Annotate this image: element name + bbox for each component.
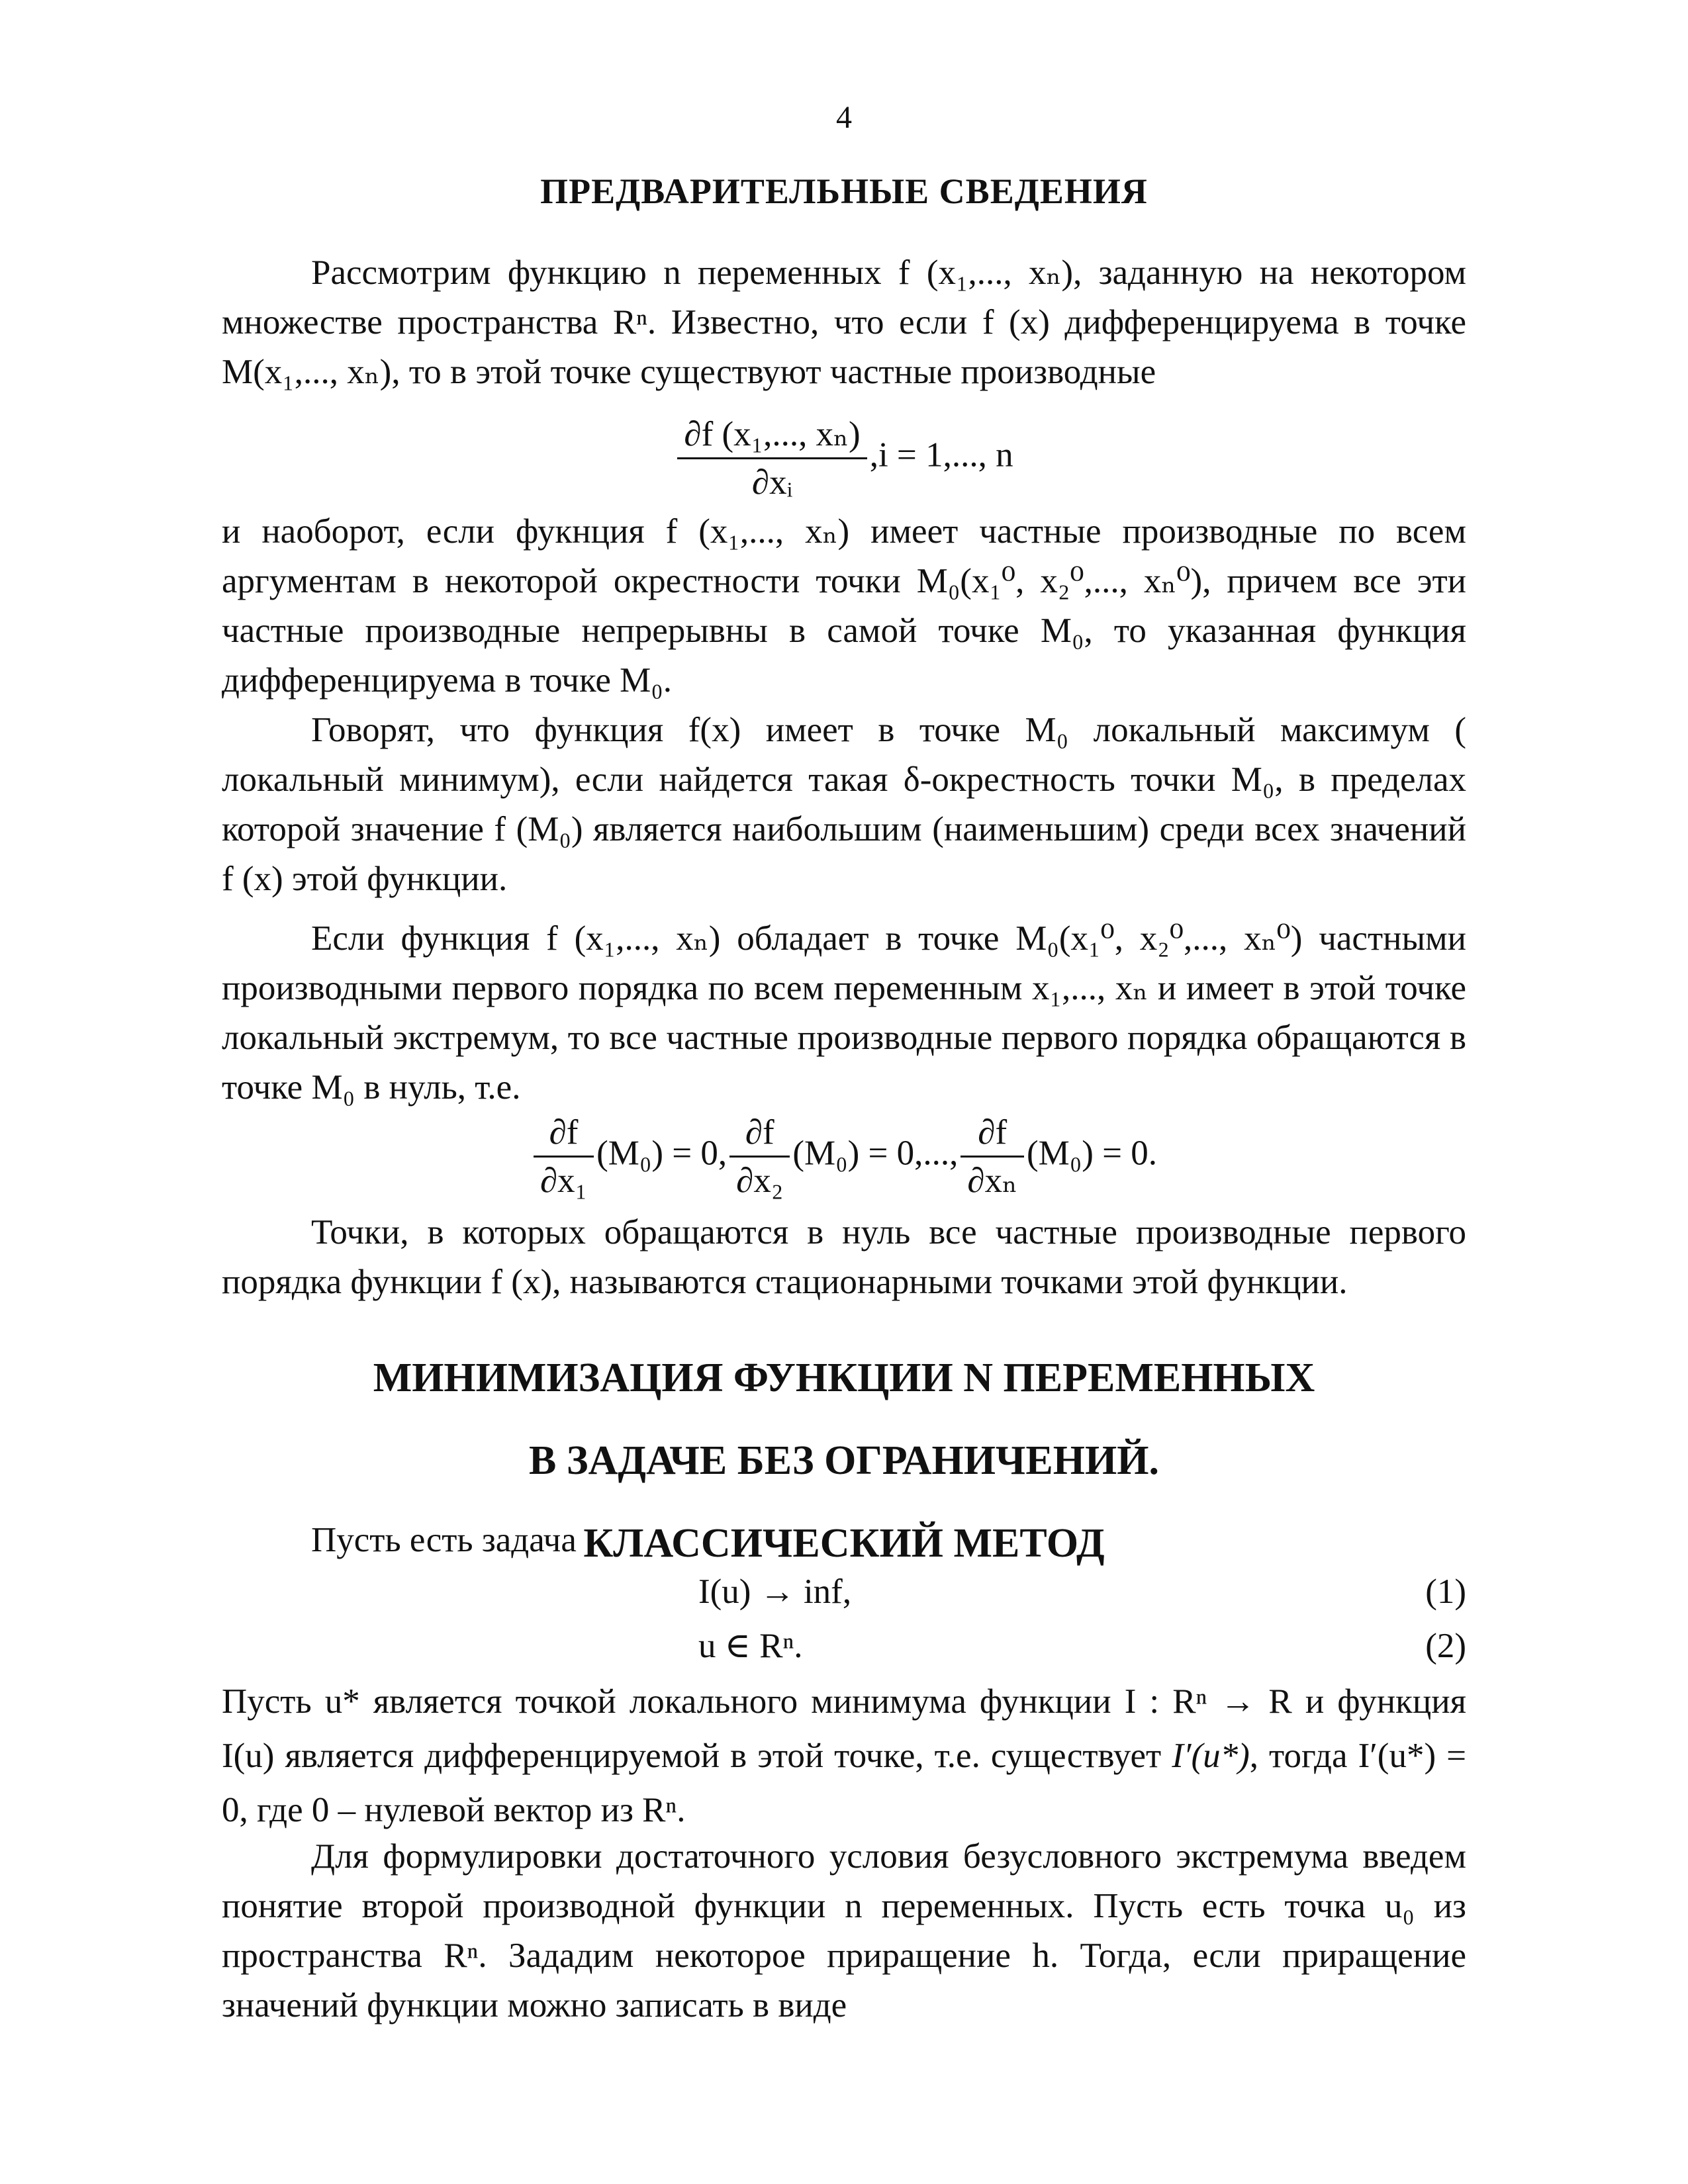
formula-partial-derivative: $\frac{\text{∂f (x₁,..., xₙ)}}{\text{∂xᵢ}}$ ,i = 1,..., n	[0, 414, 1688, 503]
paragraph-necessary-condition: Если функция f (x₁,..., xₙ) обладает в точке M₀(x₁⁰, x₂⁰,..., xₙ⁰) частными производными первого порядка по всем переменным x₁,..., xₙ и имеет в этой точке локальный экстремум, то все частные производные первого порядка обращаются в точке M₀ в нуль, т.е.	[222, 919, 1467, 1107]
section-heading-minimization: МИНИМИЗАЦИЯ ФУНКЦИИ N ПЕРЕМЕННЫХ В ЗАДАЧЕ БЕЗ ОГРАНИЧЕНИЙ. КЛАССИЧЕСКИЙ МЕТОД	[373, 1355, 1315, 1566]
paragraph-converse: и наоборот, если фукнция f (x₁,..., xₙ) имеет частные производные по всем аргументам в некоторой окрестности точки M₀(x₁⁰, x₂⁰,..., xₙ⁰), причем все эти частные производные непрерывны в самой точке M₀, то указанная функция дифференцируема в точке M₀.	[222, 512, 1466, 700]
equation-label: (1)	[1425, 1572, 1466, 1611]
math-M-point: M(x₁,..., xₙ)	[222, 353, 392, 391]
paragraph-stationary-points: Точки, в которых обращаются в нуль все частные производные первого порядка функции f (x), называются стационарными точками этой функции.	[222, 1213, 1466, 1301]
fraction: $\frac{\partial f}{\text{∂x₁}}$	[534, 1112, 594, 1201]
section-heading-preliminaries: ПРЕДВАРИТЕЛЬНЫЕ СВЕДЕНИЯ	[540, 171, 1148, 211]
paragraph-intro: Рассмотрим функцию n переменных f (x₁,..., xₙ), заданную на некотором множестве пространства Rⁿ. Известно, что если f (x) дифференцируема в точке M(x₁,..., xₙ), то в этой точке существуют частные производные	[222, 253, 1466, 391]
formula-stationary-conditions: $\frac{\partial f}{\text{∂x₁}}$ (M₀) = 0, $\frac{\partial f}{\text{∂x₂}}$ (M₀) = 0,..., $\frac{\partial f}{\text{∂xₙ}}$ (M₀) = 0.	[0, 1112, 1688, 1201]
document-page: 4 ПРЕДВАРИТЕЛЬНЫЕ СВЕДЕНИЯ Рассмотрим функцию n переменных f (x₁,..., xₙ), заданную на некотором множестве пространства Rⁿ. Известно, что если f (x) дифференцируема в точке M(x₁,..., xₙ), то в этой точке существуют частные производные $\frac{\text{∂f (x₁,..., xₙ)}}{\text{∂xᵢ}}$ ,i = 1,..., n и наоборот, если фукнция f (x₁,..., xₙ) имеет частные производные по всем аргументам в некоторой окрестности точки M₀(x₁⁰, x₂⁰,..., xₙ⁰), причем все эти частные производные непрерывны в самой точке M₀, то указанная функция дифференцируема в точке M₀. Говорят, что функция f(x) имеет в точке M₀ локальный максимум ( локальный минимум), если найдется такая δ-окрестность точки M₀, в пределах которой значение f (M₀) является наибольшим (наименьшим) среди всех значений f (x) этой функции. Если функция f (x₁,..., xₙ) обладает в точке M₀(x₁⁰, x₂⁰,..., xₙ⁰) частными производными первого порядка по всем переменным x₁,..., xₙ и имеет в этой точке локальный экстремум, то все частные производные первого порядка обращаются в точке M₀ в нуль, т.е. $\frac{\partial f}{\text{∂x₁}}$ (M₀) = 0, $\frac{\partial f}{\text{∂x₂}}$ (M₀) = 0,..., $\frac{\partial f}{\text{∂xₙ}}$ (M₀) = 0. Точки, в которых обращаются в нуль все частные производные первого порядка функции f (x), называются стационарными точками этой функции. МИНИМИЗАЦИЯ ФУНКЦИИ N ПЕРЕМЕННЫХ В ЗАДАЧЕ БЕЗ ОГРАНИЧЕНИЙ. КЛАССИЧЕСКИЙ МЕТОД Пусть есть задача I(u) → inf, (1) u ∈ Rⁿ. (2) Пусть u* является точкой локального минимума функции I : Rⁿ → R и функция I(u) является дифференцируемой в этой точке, т.е. существует I′(u*), тогда I′(u*) = 0, где 0 – нулевой вектор из Rⁿ. Для формулировки достаточного условия безусловного экстремума введем понятие второй производной функции n переменных. Пусть есть точка u₀ из пространства Rⁿ. Зададим некоторое приращение h. Тогда, если приращение значений функции можно записать в виде	[0, 0, 1688, 2184]
fraction: $\frac{\partial f}{\text{∂x₂}}$	[729, 1112, 790, 1201]
paragraph-second-derivative: Для формулировки достаточного условия безусловного экстремума введем понятие второй производной функции n переменных. Пусть есть точка u₀ из пространства Rⁿ. Зададим некоторое приращение h. Тогда, если приращение значений функции можно записать в виде	[222, 1837, 1466, 2025]
equation-label: (2)	[1425, 1627, 1466, 1665]
math-Rn: Rⁿ	[612, 303, 647, 341]
paragraph-local-minimum: Пусть u* является точкой локального минимума функции I : Rⁿ → R и функция I(u) является дифференцируемой в этой точке, т.е. существует I′(u*), тогда I′(u*) = 0, где 0 – нулевой вектор из Rⁿ.	[222, 1682, 1466, 1829]
fraction: $\frac{\text{∂f (x₁,..., xₙ)}}{\text{∂xᵢ}}$	[677, 414, 867, 503]
math-f-x: f (x)	[982, 303, 1050, 341]
paragraph-problem: Пусть есть задача	[311, 1521, 577, 1559]
page-number: 4	[836, 100, 852, 135]
fraction: $\frac{\partial f}{\text{∂xₙ}}$	[961, 1112, 1024, 1201]
paragraph-local-extremum: Говорят, что функция f(x) имеет в точке M₀ локальный максимум ( локальный минимум), если найдется такая δ-окрестность точки M₀, в пределах которой значение f (M₀) является наибольшим (наименьшим) среди всех значений f (x) этой функции.	[222, 711, 1466, 898]
math-f-x1-xn: f (x₁,..., xₙ)	[898, 253, 1074, 292]
